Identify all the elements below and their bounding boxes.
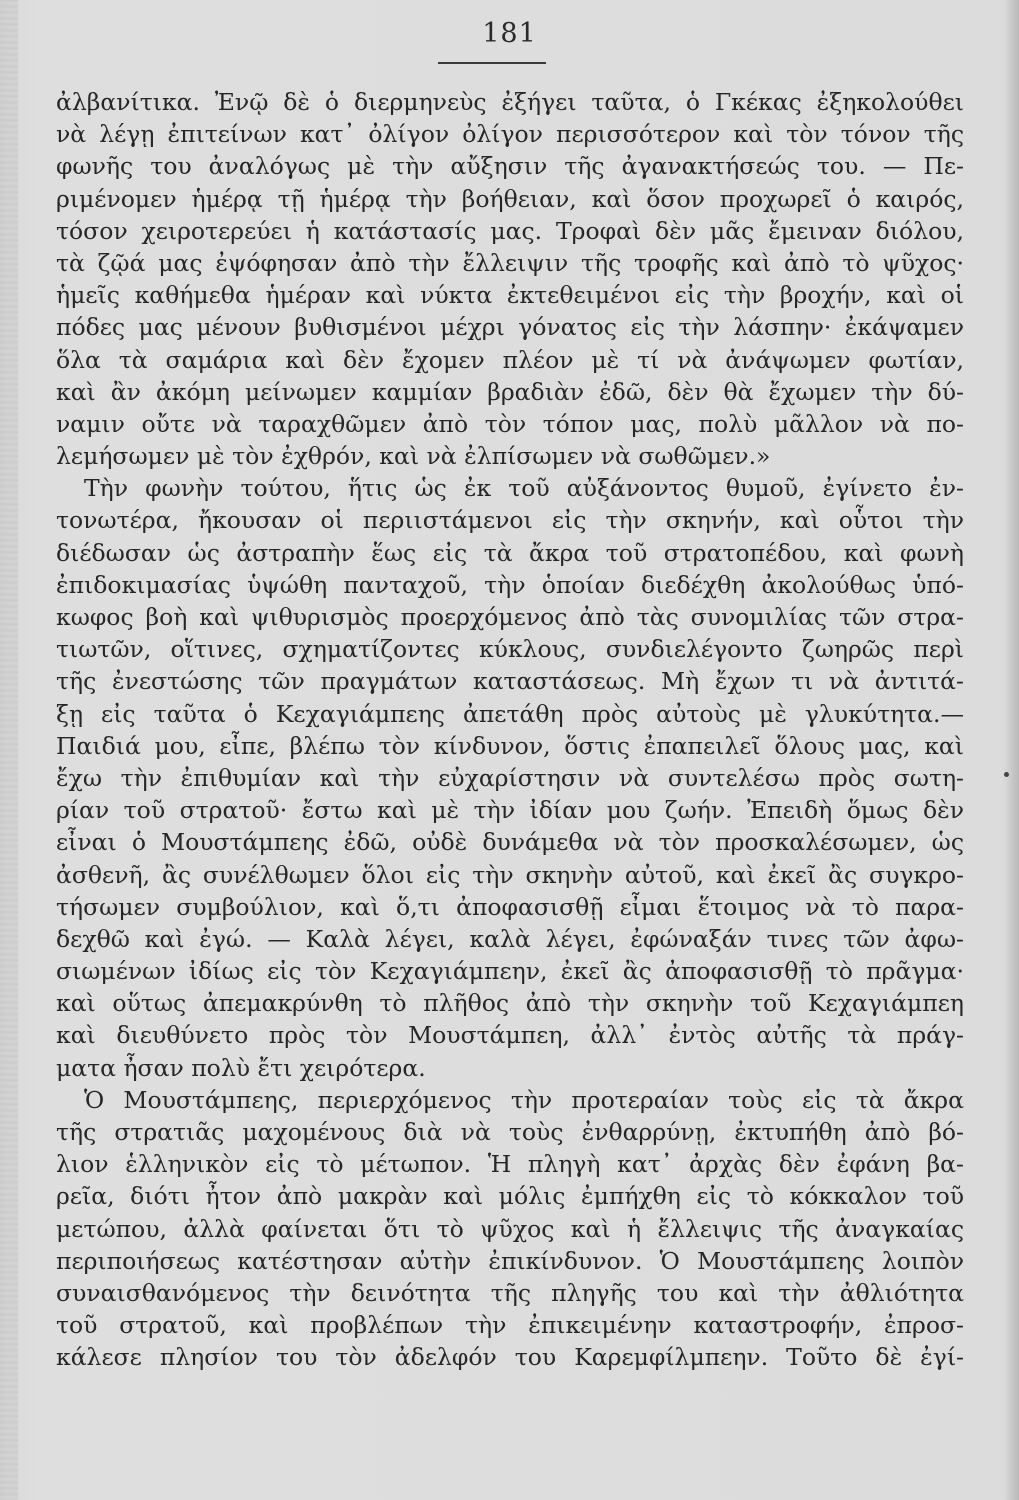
text-line: μετώπου, ἀλλὰ φαίνεται ὅτι τὸ ψῦχος καὶ ἡ ἔλλειψις τῆς ἀναγκαίας <box>56 1214 964 1243</box>
text-line: εἶναι ὁ Μουστάμπεης ἐδῶ, οὐδὲ δυνάμεθα νὰ τὸν προσκαλέσωμεν, ὡς <box>56 828 964 857</box>
text-line: νὰ λέγῃ ἐπιτείνων κατ᾽ ὀλίγον ὀλίγον περισσότερον καὶ τὸν τόνον τῆς <box>56 120 964 149</box>
text-line: τήσωμεν συμβούλιον, καὶ ὅ,τι ἀποφασισθῇ εἶμαι ἕτοιμος νὰ τὸ παρα- <box>56 892 964 921</box>
text-line: ξῃ εἰς ταῦτα ὁ Κεχαγιάμπεης ἀπετάθη πρὸς αὐτοὺς μὲ γλυκύτητα.— <box>56 699 964 728</box>
text-line: ριμένομεν ἡμέρᾳ τῇ ἡμέρᾳ τὴν βοήθειαν, καὶ ὅσον προχωρεῖ ὁ καιρός, <box>56 184 964 213</box>
text-line: τονωτέρα, ἤκουσαν οἱ περιιστάμενοι εἰς τὴν σκηνήν, καὶ οὗτοι τὴν <box>56 506 964 535</box>
text-line: καὶ οὕτως ἀπεμακρύνθη τὸ πλῆθος ἀπὸ τὴν σκηνὴν τοῦ Κεχαγιάμπεη <box>56 989 964 1018</box>
text-line: τοῦ στρατοῦ, καὶ προβλέπων τὴν ἐπικειμένην καταστροφήν, ἐπροσ- <box>56 1311 964 1340</box>
ink-speck <box>1004 772 1009 777</box>
text-line: ρεῖα, διότι ἦτον ἀπὸ μακρὰν καὶ μόλις ἐμπήχθη εἰς τὸ κόκκαλον τοῦ <box>56 1182 964 1211</box>
body-text <box>56 86 964 1374</box>
text-line: τιωτῶν, οἵτινες, σχηματίζοντες κύκλους, συνδιελέγοντο ζωηρῶς περὶ <box>56 635 964 664</box>
text-line: τὰ ζῷά μας ἐψόφησαν ἀπὸ τὴν ἔλλειψιν τῆς τροφῆς καὶ ἀπὸ τὸ ψῦχος· <box>56 248 964 277</box>
text-line: Ὁ Μουστάμπεης, περιερχόμενος τὴν προτεραίαν τοὺς εἰς τὰ ἄκρα <box>84 1085 964 1114</box>
text-line: καὶ ἂν ἀκόμη μείνωμεν καμμίαν βραδιὰν ἐδῶ, δὲν θὰ ἔχωμεν τὴν δύ- <box>56 377 964 406</box>
page-right-edge <box>1005 0 1019 1500</box>
text-line: πόδες μας μένουν βυθισμένοι μέχρι γόνατος εἰς τὴν λάσπην· ἐκάψαμεν <box>56 313 964 342</box>
text-line: λεμήσωμεν μὲ τὸν ἐχθρόν, καὶ νὰ ἐλπίσωμεν νὰ σωθῶμεν.» <box>56 442 771 471</box>
text-line: Παιδιά μου, εἶπε, βλέπω τὸν κίνδυνον, ὅστις ἐπαπειλεῖ ὅλους μας, καὶ <box>56 731 964 760</box>
text-line: τόσον χειροτερεύει ἡ κατάστασίς μας. Τροφαὶ δὲν μᾶς ἔμειναν διόλου, <box>56 216 964 245</box>
text-line: ἐπιδοκιμασίας ὑψώθη πανταχοῦ, τὴν ὁποίαν διεδέχθη ἀκολούθως ὑπό- <box>56 570 964 599</box>
text-line: λιον ἑλληνικὸν εἰς τὸ μέτωπον. Ἡ πληγὴ κατ᾽ ἀρχὰς δὲν ἐφάνη βα- <box>56 1150 964 1179</box>
text-line: ἀσθενῆ, ἂς συνέλθωμεν ὅλοι εἰς τὴν σκηνὴν αὐτοῦ, καὶ ἐκεῖ ἂς συγκρο- <box>56 860 964 889</box>
page-gutter-edge <box>0 0 18 1500</box>
text-line: κωφος βοὴ καὶ ψιθυρισμὸς προερχόμενος ἀπὸ τὰς συνομιλίας τῶν στρα- <box>56 603 964 631</box>
text-line: φωνῆς του ἀναλόγως μὲ τὴν αὔξησιν τῆς ἀγανακτήσεώς του. — Πε- <box>56 152 964 181</box>
text-line: ἔχω τὴν ἐπιθυμίαν καὶ τὴν εὐχαρίστησιν νὰ συντελέσω πρὸς σωτη- <box>56 763 964 792</box>
text-line: σιωμένων ἰδίως εἰς τὸν Κεχαγιάμπεην, ἐκεῖ ἂς ἀποφασισθῇ τὸ πρᾶγμα· <box>56 957 964 986</box>
page-number: 181 <box>482 18 537 49</box>
page-number-rule <box>438 62 546 64</box>
text-line: ματα ἦσαν πολὺ ἔτι χειρότερα. <box>56 1053 426 1082</box>
text-line: τῆς στρατιᾶς μαχομένους διὰ νὰ τοὺς ἐνθαρρύνῃ, ἐκτυπήθη ἀπὸ βό- <box>56 1118 964 1146</box>
text-line: κάλεσε πλησίον του τὸν ἀδελφόν του Καρεμφίλμπεην. Τοῦτο δὲ ἐγί- <box>56 1343 964 1372</box>
text-line: ἀλβανίτικα. Ἐνῷ δὲ ὁ διερμηνεὺς ἐξήγει ταῦτα, ὁ Γκέκας ἐξηκολούθει <box>56 88 964 116</box>
text-line: ἡμεῖς καθήμεθα ἡμέραν καὶ νύκτα ἐκτεθειμένοι εἰς τὴν βροχήν, καὶ οἱ <box>56 281 964 310</box>
text-line: δεχθῶ καὶ ἐγώ. — Καλὰ λέγει, καλὰ λέγει, ἐφώναξάν τινες τῶν ἀφω- <box>56 924 964 953</box>
text-line: τῆς ἐνεστώσης τῶν πραγμάτων καταστάσεως. Μὴ ἔχων τι νὰ ἀντιτά- <box>56 667 964 696</box>
text-line: ὅλα τὰ σαμάρια καὶ δὲν ἔχομεν πλέον μὲ τί νὰ ἀνάψωμεν φωτίαν, <box>56 345 964 374</box>
text-line: διέδωσαν ὡς ἀστραπὴν ἕως εἰς τὰ ἄκρα τοῦ στρατοπέδου, καὶ φωνὴ <box>56 538 964 567</box>
text-line: καὶ διευθύνετο πρὸς τὸν Μουστάμπεη, ἀλλ᾽ ἐντὸς αὐτῆς τὰ πράγ- <box>56 1021 964 1050</box>
text-line: ρίαν τοῦ στρατοῦ· ἔστω καὶ μὲ τὴν ἰδίαν μου ζωήν. Ἐπειδὴ ὅμως δὲν <box>56 796 964 825</box>
text-line: ναμιν οὔτε νὰ ταραχθῶμεν ἀπὸ τὸν τόπον μας, πολὺ μᾶλλον νὰ πο- <box>56 409 964 438</box>
text-line: περιποιήσεως κατέστησαν αὐτὴν ἐπικίνδυνον. Ὁ Μουστάμπεης λοιπὸν <box>56 1246 964 1275</box>
text-line: Τὴν φωνὴν τούτου, ἥτις ὡς ἐκ τοῦ αὐξάνοντος θυμοῦ, ἐγίνετο ἐν- <box>84 474 964 503</box>
text-line: συναισθανόμενος τὴν δεινότητα τῆς πληγῆς του καὶ τὴν ἀθλιότητα <box>56 1278 964 1307</box>
